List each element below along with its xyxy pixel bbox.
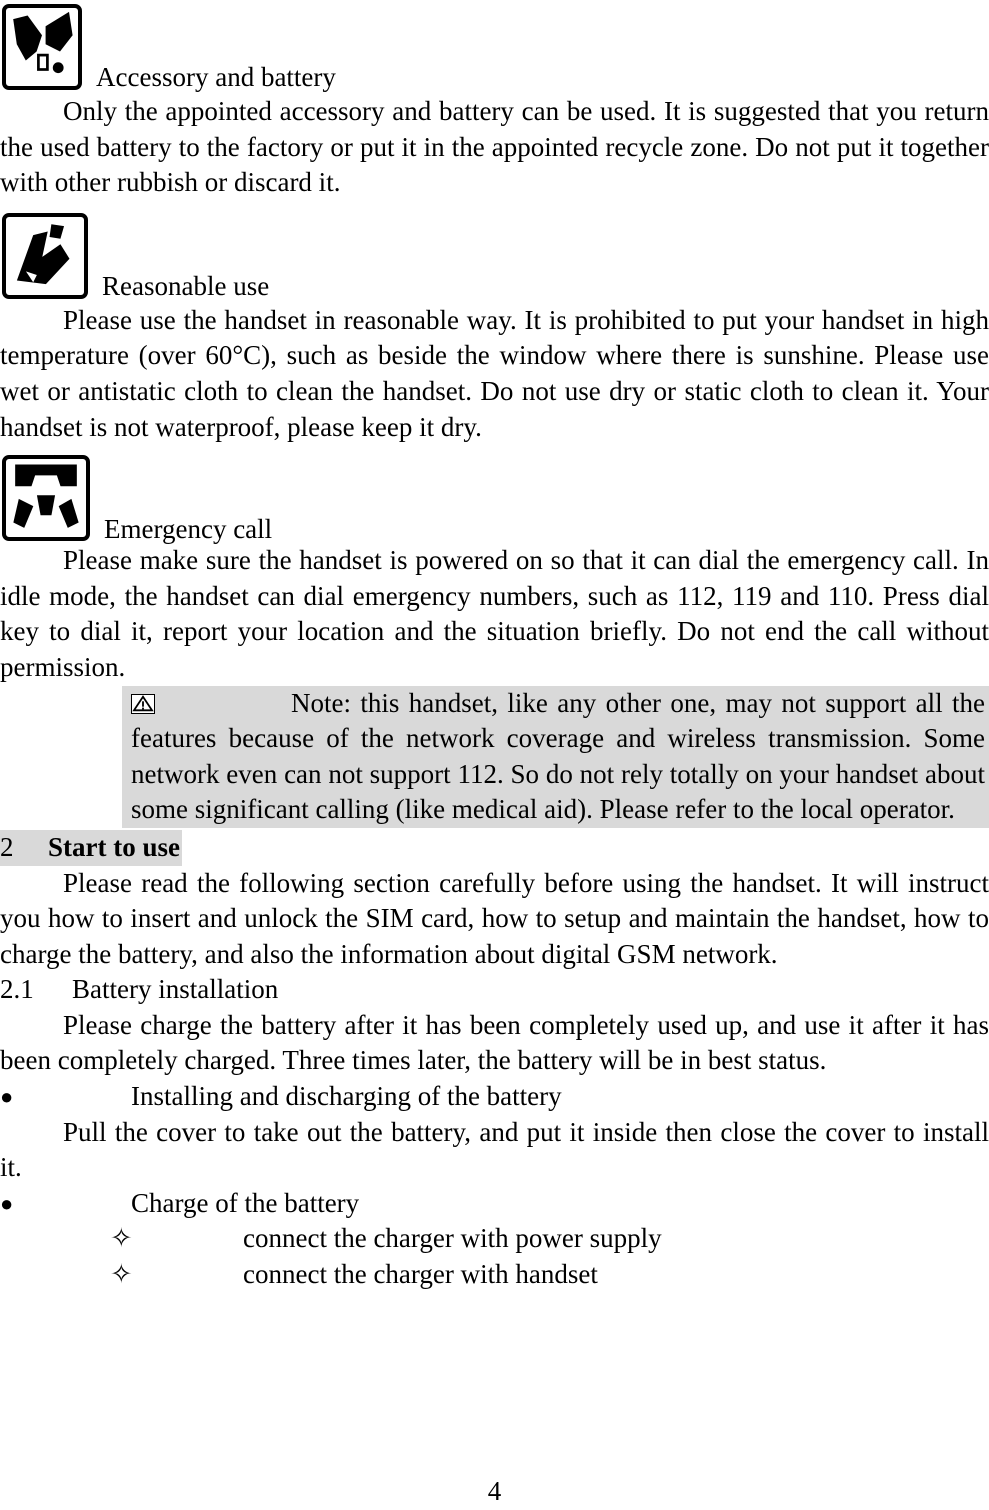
bullet-icon: ● [0, 1084, 14, 1110]
step-item [0, 1257, 989, 1293]
chapter-title: Start to use [48, 831, 180, 862]
accessory-body: Only the appointed accessory and battery can be used. It is suggested that you return the used battery to the factory or put it in the appointed recycle zone. Do not put it together with other rubbish or discard it. [0, 96, 989, 198]
handset-care-icon [2, 213, 88, 299]
note-text: Note: this handset, like any other one, may not support all the features because of the network coverage and wireless transmission. Some network even can not support 112. So do not rely totally on your handset about some significant calling (like medical aid). Please refer to the local operator. [131, 687, 985, 825]
bullet-label: Installing and discharging of the battery [131, 1081, 562, 1112]
subsection-number: 2.1 [0, 974, 34, 1005]
bullet-icon: ● [0, 1190, 14, 1216]
emergency-title: Emergency call [104, 513, 273, 544]
warning-icon [131, 694, 155, 714]
step-text: connect the charger with power supply [243, 1223, 662, 1254]
step-text: connect the charger with handset [243, 1259, 598, 1290]
chapter-intro: Please read the following section carefully before using the handset. It will instruct you how to insert and unlock the SIM card, how to setup and maintain the handset, how to charge the battery, and also the information about digital GSM network. [0, 867, 989, 969]
reasonable-body: Please use the handset in reasonable way. It is prohibited to put your handset in high temperature (over 60°C), such as beside the window where there is sunshine. Please use wet or antistatic cloth to clean the handset. Do not use dry or static cloth to clean it. Your handset is not waterproof, please keep it dry. [0, 304, 989, 442]
list-item [0, 1079, 989, 1115]
step-item [0, 1221, 989, 1257]
diamond-bullet-icon: ✧ [110, 1223, 133, 1254]
subsection-body: Please charge the battery after it has been completely used up, and use it after it has been completely charged. Three times later, the battery will be in best status. [0, 1009, 989, 1076]
subsection-title: Battery installation [72, 974, 279, 1005]
emergency-heading-row [0, 451, 989, 544]
emergency-body: Please make sure the handset is powered on so that it can dial the emergency call. In idle mode, the handset can dial emergency numbers, such as 112, 119 and 110. Press dial key to dial it, report your location and the situation briefly. Do not end the call without permission. [0, 545, 989, 682]
bullet-body: Pull the cover to take out the battery, and put it inside then close the cover to install it. [0, 1116, 989, 1183]
accessory-title: Accessory and battery [96, 62, 336, 93]
chapter-heading [0, 830, 182, 866]
accessory-heading-row [0, 0, 989, 93]
chapter-number: 2 [0, 831, 14, 862]
note-box [122, 686, 989, 828]
emergency-call-icon [2, 455, 90, 541]
reasonable-title: Reasonable use [102, 271, 270, 302]
subsection-heading [0, 972, 989, 1008]
page-number: 4 [487, 1476, 502, 1506]
battery-recycle-icon [2, 4, 82, 90]
reasonable-heading-row [0, 207, 989, 302]
bullet-label: Charge of the battery [131, 1187, 360, 1218]
diamond-bullet-icon: ✧ [110, 1259, 133, 1290]
chapter-heading-row [0, 830, 989, 866]
list-item [0, 1186, 989, 1222]
